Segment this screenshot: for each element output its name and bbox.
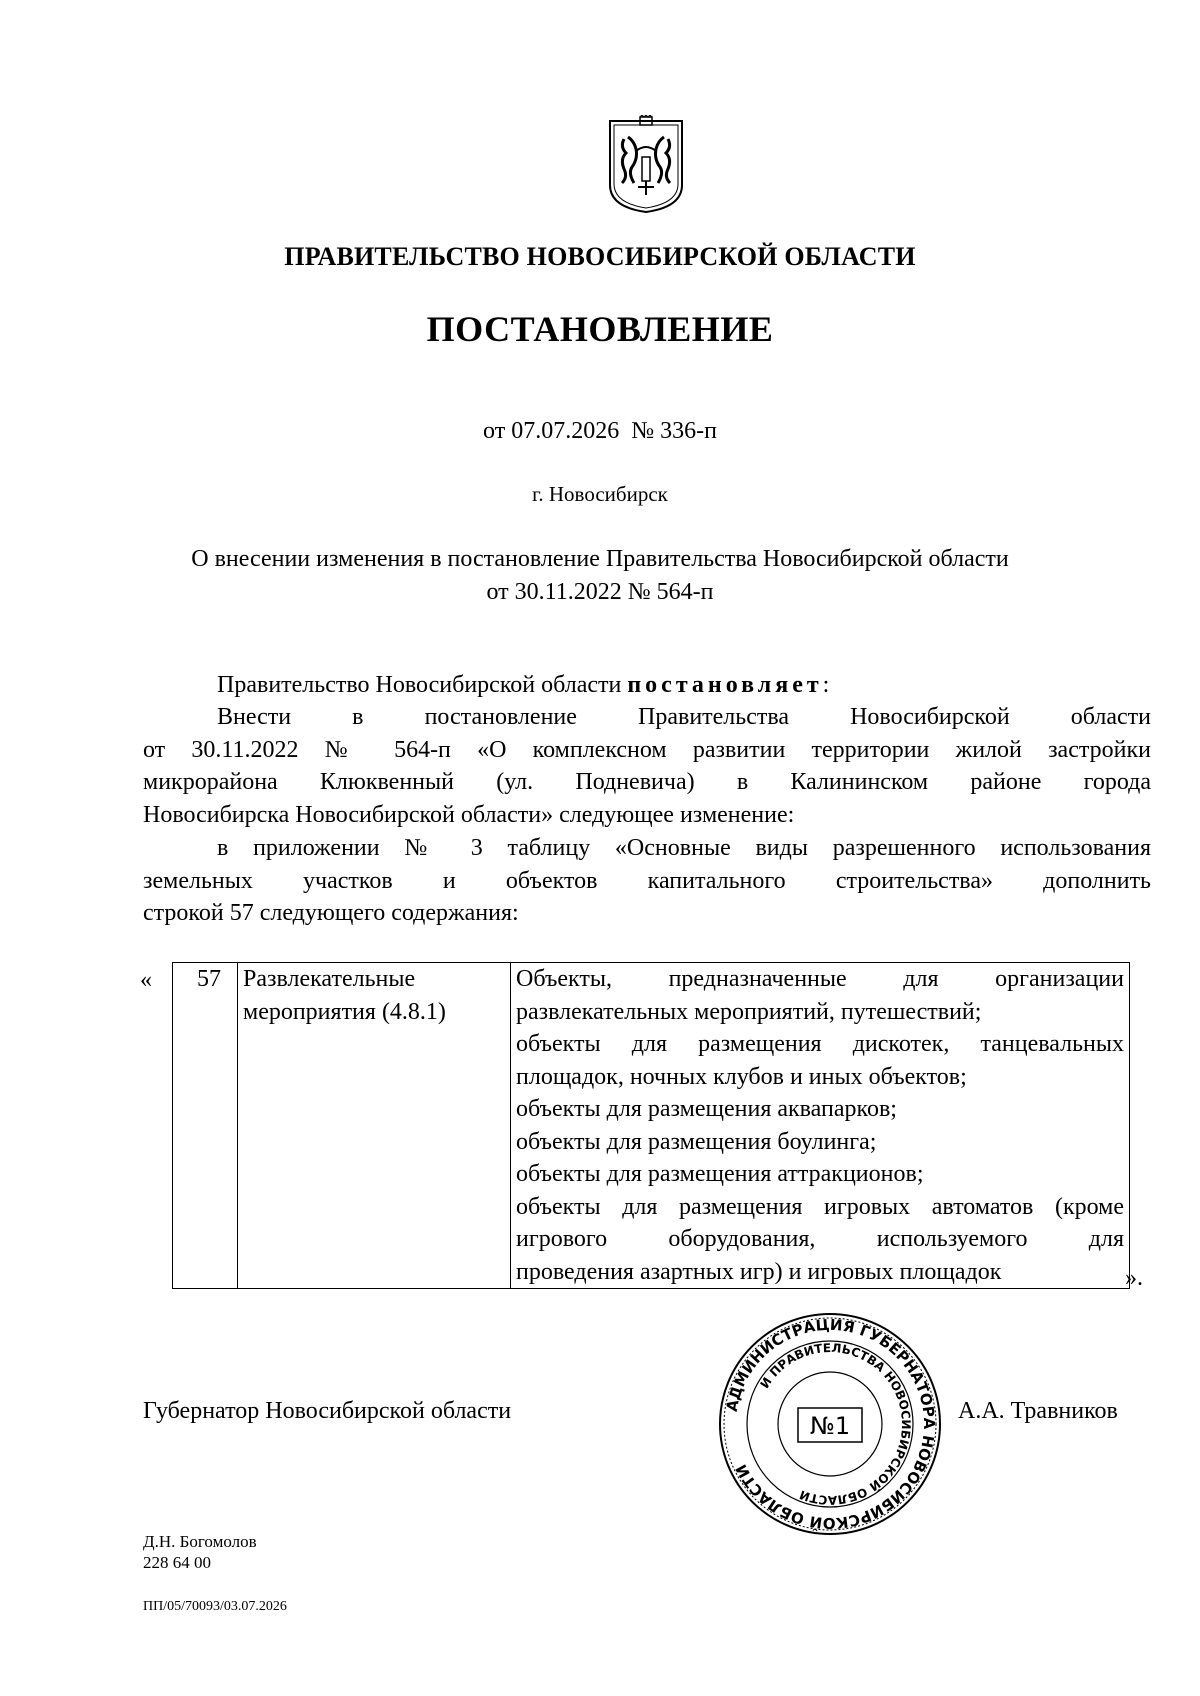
description-line: Объекты, предназначенные для организации: [516, 966, 1124, 992]
resolution-intro: [143, 669, 1151, 702]
subject-line: О внесении изменения в постановление Правительства Новосибирской области: [191, 546, 1009, 572]
row-number-cell: 57: [173, 963, 238, 1289]
city: г. Новосибирск: [532, 482, 668, 506]
use-type-cell: Развлекательные мероприятия (4.8.1): [238, 963, 511, 1289]
description-line: объекты для размещения аттракционов;: [516, 1161, 924, 1187]
official-seal: [718, 1312, 942, 1536]
description-line: площадок, ночных клубов и иных объектов;: [516, 1063, 967, 1090]
description-line: игрового оборудования, используемого для: [516, 1226, 1124, 1252]
amendment-table: [172, 962, 1130, 1289]
subject-line: от 30.11.2022 № 564-п: [486, 579, 714, 605]
paragraph-line: в приложении № 3 таблицу «Основные виды разрешенного использования: [217, 835, 1151, 861]
seal-outer-text: АДМИНИСТРАЦИЯ ГУБЕРНАТОРА НОВОСИБИРСКОЙ ОБЛАСТИ: [722, 1315, 939, 1533]
amendment-paragraph: [143, 701, 1151, 831]
annex-paragraph: [143, 832, 1151, 930]
intro-prefix: Правительство Новосибирской области: [217, 672, 628, 698]
document-code: ПП/05/70093/03.07.2026: [143, 1599, 287, 1614]
executor-name: Д.Н. Богомолов: [143, 1532, 257, 1551]
executor-phone: 228 64 00: [143, 1553, 211, 1572]
signatory-name: А.А. Травников: [958, 1398, 1118, 1424]
intro-suffix: :: [822, 672, 830, 698]
description-line: проведения азартных игр) и игровых площадок: [516, 1258, 1002, 1285]
paragraph-line: Новосибирска Новосибирской области» следующее изменение:: [143, 801, 795, 828]
description-line: развлекательных мероприятий, путешествий;: [516, 998, 982, 1025]
resolves-word: постановляет: [627, 672, 823, 698]
seal-inner-text: И ПРАВИТЕЛЬСТВА НОВОСИБИРСКОЙ ОБЛАСТИ: [757, 1340, 914, 1508]
paragraph-line: земельных участков и объектов капитального строительства» дополнить: [143, 867, 1151, 894]
paragraph-line: микрорайона Клюквенный (ул. Подневича) в Калининском районе города: [143, 769, 1151, 795]
description-line: объекты для размещения дискотек, танцевальных: [516, 1031, 1124, 1057]
document-subject: [0, 543, 1200, 609]
quote-open: «: [140, 967, 152, 993]
document-type: ПОСТАНОВЛЕНИЕ: [426, 309, 774, 349]
quote-close: ».: [1125, 1265, 1143, 1291]
seal-number: №1: [809, 1412, 851, 1440]
paragraph-line: строкой 57 следующего содержания:: [143, 900, 519, 926]
coat-of-arms-icon: [606, 115, 686, 215]
intro-line: [143, 669, 1151, 702]
organization-title: ПРАВИТЕЛЬСТВО НОВОСИБИРСКОЙ ОБЛАСТИ: [284, 242, 916, 271]
paragraph-line: от 30.11.2022 № 564-п «О комплексном развитии территории жилой застройки: [143, 736, 1151, 763]
description-cell: [511, 963, 1130, 1289]
signatory-title: Губернатор Новосибирской области: [143, 1398, 512, 1424]
table-row: [173, 963, 1130, 1289]
date-and-number: от 07.07.2026 № 336-п: [483, 418, 717, 444]
paragraph-line: Внести в постановление Правительства Новосибирской области: [217, 704, 1151, 730]
description-line: объекты для размещения боулинга;: [516, 1128, 877, 1155]
description-line: объекты для размещения аквапарков;: [516, 1096, 897, 1122]
description-line: объекты для размещения игровых автоматов (кроме: [516, 1193, 1124, 1220]
